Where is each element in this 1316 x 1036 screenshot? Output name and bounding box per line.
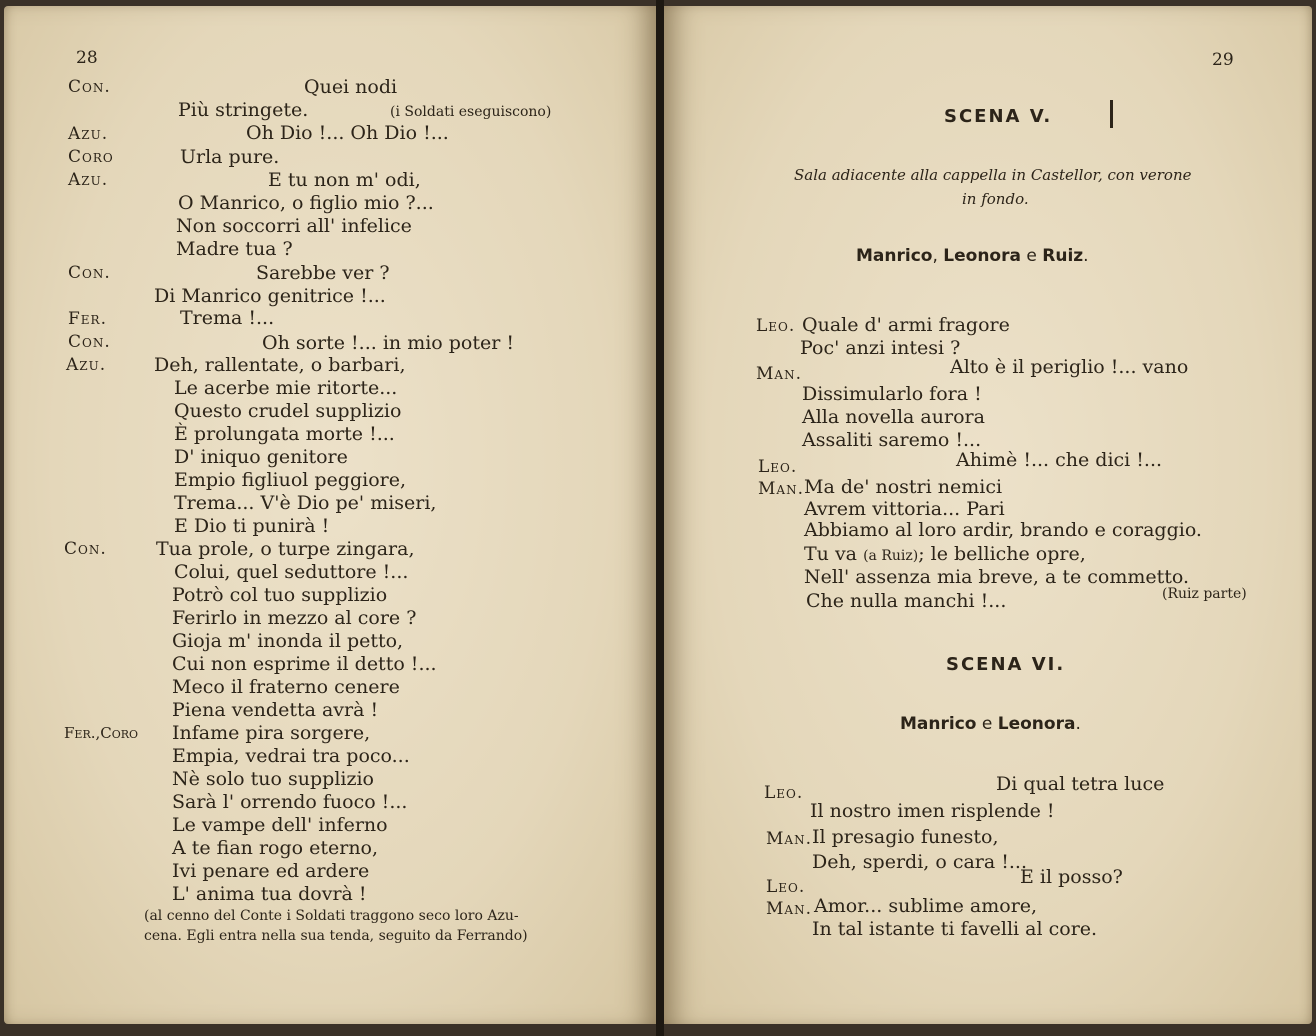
- verse-line: Alla novella aurora: [802, 406, 985, 428]
- left-page: [4, 6, 656, 1024]
- verse-line: Empia, vedrai tra poco...: [172, 745, 410, 767]
- speaker-label: Fer.,Coro: [64, 724, 139, 742]
- speaker-label: Man.: [766, 899, 812, 919]
- verse-line: Di Manrico genitrice !...: [154, 285, 386, 307]
- scene-heading: SCENA V.: [944, 106, 1053, 127]
- verse-line: O Manrico, o figlio mio ?...: [178, 192, 434, 214]
- verse-line: Ma de' nostri nemici: [804, 476, 1003, 498]
- verse-line: Oh Dio !... Oh Dio !...: [246, 122, 449, 144]
- verse-line: L' anima tua dovrà !: [172, 883, 367, 905]
- speaker-label: Leo.: [764, 783, 804, 803]
- verse-line: Potrò col tuo supplizio: [172, 584, 388, 606]
- cast-name: Ruiz: [1042, 246, 1084, 266]
- right-page: [664, 6, 1312, 1024]
- speaker-label: Leo.: [756, 316, 796, 336]
- verse-line: Deh, sperdi, o cara !...: [812, 851, 1028, 873]
- stage-direction: cena. Egli entra nella sua tenda, seguito da Ferrando): [144, 928, 528, 944]
- verse-line: Ivi penare ed ardere: [172, 860, 370, 882]
- verse-line: Urla pure.: [180, 146, 280, 168]
- cast-name: Manrico: [856, 246, 933, 266]
- speaker-label: Leo.: [766, 877, 806, 897]
- verse-line: Più stringete.: [178, 99, 309, 121]
- verse-line: Avrem vittoria... Pari: [804, 498, 1005, 520]
- verse-line: Alto è il periglio !... vano: [950, 356, 1189, 378]
- verse-line: Oh sorte !... in mio poter !: [262, 332, 515, 354]
- cast-name: Manrico: [900, 714, 977, 734]
- page-number: 29: [1212, 50, 1234, 70]
- speaker-label: Azu.: [66, 355, 107, 375]
- speaker-label: Con.: [64, 539, 107, 559]
- cast-name: Leonora: [997, 714, 1076, 734]
- ink-mark: [1110, 100, 1113, 128]
- verse-line: Questo crudel supplizio: [174, 400, 402, 422]
- verse-line: Trema... V'è Dio pe' miseri,: [174, 492, 437, 514]
- speaker-label: Con.: [68, 263, 111, 283]
- verse-line: Meco il fraterno cenere: [172, 676, 400, 698]
- verse-line: Dissimularlo fora !: [802, 383, 982, 405]
- verse-line: Le acerbe mie ritorte...: [174, 377, 398, 399]
- verse-line: Ferirlo in mezzo al core ?: [172, 607, 417, 629]
- stage-direction: (a Ruiz): [863, 548, 919, 564]
- verse-line: Cui non esprime il detto !...: [172, 653, 437, 675]
- speaker-label: Man.: [756, 364, 802, 384]
- stage-direction: (Ruiz parte): [1162, 586, 1247, 602]
- speaker-label: Coro: [68, 147, 114, 167]
- verse-line: Che nulla manchi !...: [806, 590, 1007, 612]
- verse-line: Di qual tetra luce: [996, 773, 1165, 795]
- verse-line: E il posso?: [1020, 866, 1123, 888]
- speaker-label: Fer.: [68, 309, 107, 329]
- verse-line: E tu non m' odi,: [268, 169, 421, 191]
- cast-list: Manrico, Leonora e Ruiz.: [856, 246, 1089, 266]
- book-gutter: [656, 0, 664, 1036]
- scene-heading: SCENA VI.: [946, 654, 1066, 675]
- verse-line: Nè solo tuo supplizio: [172, 768, 374, 790]
- verse-line: Colui, quel seduttore !...: [174, 561, 409, 583]
- verse-line: Quale d' armi fragore: [802, 314, 1010, 336]
- scene-setting: Sala adiacente alla cappella in Castellor, con verone: [794, 166, 1192, 184]
- verse-line: Infame pira sorgere,: [172, 722, 371, 744]
- verse-line: Trema !...: [180, 307, 275, 329]
- verse-line: Deh, rallentate, o barbari,: [154, 354, 406, 376]
- verse-line: Amor... sublime amore,: [814, 895, 1038, 917]
- verse-line: Madre tua ?: [176, 238, 293, 260]
- verse-line: È prolungata morte !...: [174, 423, 395, 445]
- verse-line: Sarà l' orrendo fuoco !...: [172, 791, 408, 813]
- page-number: 28: [76, 48, 98, 68]
- verse-line: Sarebbe ver ?: [256, 262, 390, 284]
- verse-line: Le vampe dell' inferno: [172, 814, 388, 836]
- speaker-label: Con.: [68, 332, 111, 352]
- speaker-label: Azu.: [68, 170, 109, 190]
- speaker-label: Man.: [758, 479, 804, 499]
- cast-list: Manrico e Leonora.: [900, 714, 1081, 734]
- scene-setting: in fondo.: [962, 190, 1029, 208]
- speaker-label: Azu.: [68, 124, 109, 144]
- verse-line: D' iniquo genitore: [174, 446, 348, 468]
- stage-direction: (al cenno del Conte i Soldati traggono seco loro Azu-: [144, 908, 519, 924]
- verse-line: Il nostro imen risplende !: [810, 800, 1055, 822]
- verse-line: Assaliti saremo !...: [802, 429, 982, 451]
- verse-line: Gioja m' inonda il petto,: [172, 630, 404, 652]
- verse-line: Piena vendetta avrà !: [172, 699, 379, 721]
- verse-line: Tua prole, o turpe zingara,: [156, 538, 415, 560]
- speaker-label: Leo.: [758, 457, 798, 477]
- verse-line: Poc' anzi intesi ?: [800, 337, 961, 359]
- verse-line: Non soccorri all' infelice: [176, 215, 412, 237]
- verse-line: Ahimè !... che dici !...: [956, 449, 1163, 471]
- verse-line: Nell' assenza mia breve, a te commetto.: [804, 566, 1190, 588]
- verse-line: In tal istante ti favelli al core.: [812, 918, 1098, 940]
- speaker-label: Con.: [68, 77, 111, 97]
- verse-line: Tu va (a Ruiz); le belliche opre,: [804, 543, 1086, 565]
- speaker-label: Man.: [766, 829, 812, 849]
- verse-line: Quei nodi: [304, 76, 398, 98]
- verse-line: Il presagio funesto,: [812, 826, 999, 848]
- cast-name: Leonora: [943, 246, 1021, 266]
- stage-direction: (i Soldati eseguiscono): [390, 104, 552, 120]
- verse-line: A te fian rogo eterno,: [172, 837, 379, 859]
- verse-line: Abbiamo al loro ardir, brando e coraggio.: [804, 519, 1202, 541]
- verse-line: E Dio ti punirà !: [174, 515, 330, 537]
- verse-line: Empio figliuol peggiore,: [174, 469, 406, 491]
